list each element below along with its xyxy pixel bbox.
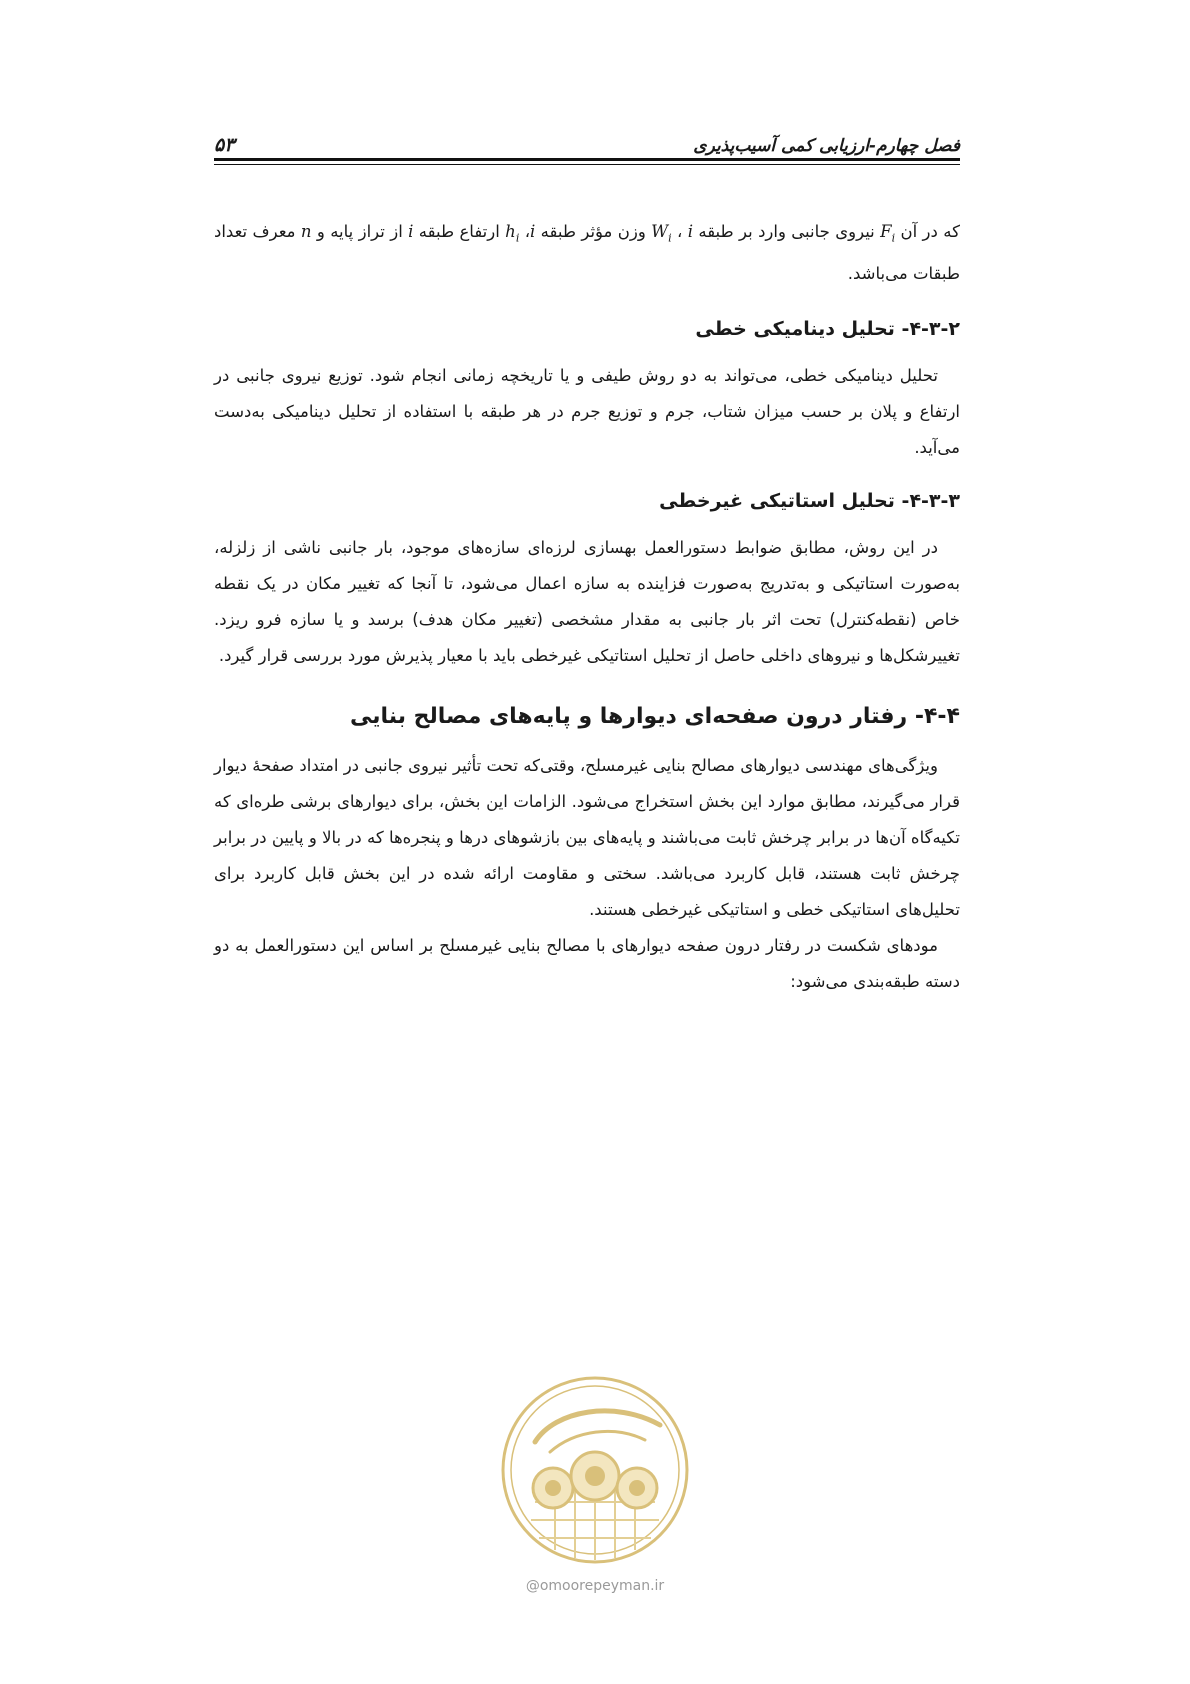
math-h: $h_i$ (505, 222, 520, 245)
section-4-4-body-1: ویژگی‌های مهندسی دیوارهای مصالح بنایی غیرمسلح، وقتی‌که تحت تأثیر نیروی جانبی در امتداد صفحهٔ دیوار قرار می‌گیرند، مطابق موارد این بخش استخراج می‌شود. الزامات این بخش، برای دیوارهای برشی طره‌ای که تکیه‌گاه آن‌ها در برابر چرخش ثابت می‌باشند و پایه‌های بین بازشوهای درها و پنجره‌ها که در بالا و پایین در برابر چرخش ثابت هستند، قابل کاربرد می‌باشد. سختی و مقاومت ارائه شده در این بخش قابل کاربرد برای تحلیل‌های استاتیکی خطی و استاتیکی غیرخطی هستند. (214, 756, 960, 920)
section-4-3-3-body: در این روش، مطابق ضوابط دستورالعمل بهسازی لرزه‌ای سازه‌های موجود، بار جانبی ناشی از زلزله، به‌صورت استاتیکی و به‌تدریج به‌صورت فزاینده به سازه اعمال می‌شود، تا آنجا که تغییر مکان در یک نقطه خاص (نقطه‌کنترل) تحت اثر بار جانبی به مقدار مشخصی (تغییر مکان هدف) برسد و یا سازه فرو ریزد. تغییرشکل‌ها و نیروهای داخلی حاصل از تحلیل استاتیکی غیرخطی باید با معیار پذیرش مورد بررسی قرار گیرد. (214, 538, 960, 666)
header-rule-thin (214, 164, 960, 165)
math-n: n (300, 222, 312, 241)
page-body (214, 214, 960, 1000)
intro-text: ارتفاع طبقه (418, 222, 500, 241)
math-i: i (687, 222, 693, 241)
intro-text: معرف تعداد طبقات می‌باشد. (214, 222, 960, 284)
math-i: i (530, 222, 536, 241)
intro-text: که در آن (900, 222, 960, 241)
intro-text: از تراز پایه و (316, 222, 403, 241)
math-W: $W_i$ (651, 222, 672, 245)
intro-text: ، (677, 222, 683, 241)
page-number: ۵۳ (214, 134, 235, 156)
section-4-4-body-2: مودهای شکست در رفتار درون صفحه دیوارهای با مصالح بنایی غیرمسلح بر اساس این دستورالعمل به دو دسته طبقه‌بندی می‌شود: (214, 936, 960, 992)
watermark-site: @omoorepeyman.ir (525, 1578, 665, 1594)
intro-text: ، (524, 222, 531, 241)
section-heading-4-3-3: ۴-۳-۳- تحلیل استاتیکی غیرخطی (659, 490, 960, 513)
watermark-logo (495, 1370, 695, 1570)
math-F: $F_i$ (880, 222, 896, 245)
math-i: i (408, 222, 414, 241)
intro-paragraph (214, 214, 960, 292)
intro-text: وزن مؤثر طبقه (540, 222, 646, 241)
header-rule-thick (214, 158, 960, 161)
chapter-title: فصل چهارم-ارزیابی کمی آسیب‌پذیری (693, 136, 960, 156)
intro-text: نیروی جانبی وارد بر طبقه (698, 222, 875, 241)
section-4-3-2-body: تحلیل دینامیکی خطی، می‌تواند به دو روش طیفی و یا تاریخچه زمانی انجام شود. توزیع نیروی جانبی در ارتفاع و پلان بر حسب میزان شتاب، جرم و توزیع جرم در هر طبقه با استفاده از تحلیل دینامیکی به‌دست می‌آید. (214, 366, 960, 458)
section-heading-4-4: ۴-۴- رفتار درون صفحه‌ای دیوارها و پایه‌های مصالح بنایی (349, 704, 960, 730)
section-heading-4-3-2: ۴-۳-۲- تحلیل دینامیکی خطی (695, 318, 960, 341)
page-header (214, 128, 960, 156)
